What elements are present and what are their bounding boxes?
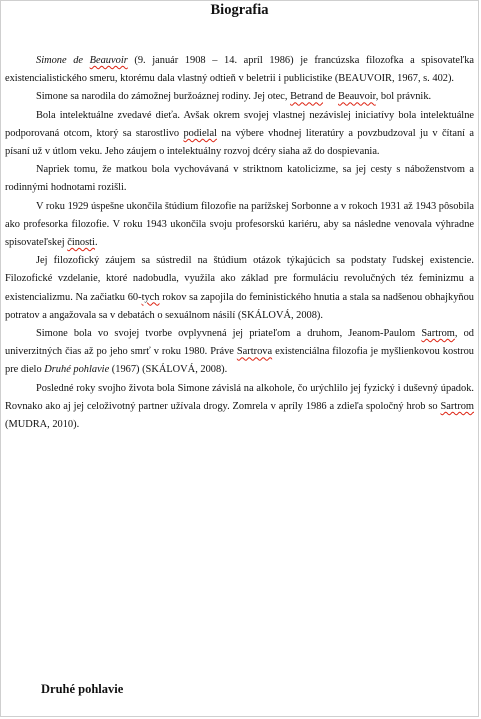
paragraph-4: [5, 161, 474, 197]
paragraph-text: .: [94, 237, 98, 249]
document-body: [5, 52, 474, 434]
paragraph-1: [5, 52, 474, 88]
paragraph-text: na výbere vhodnej literatúry a povzbudzoval ju v čítaní a písaní už v útlom veku. Jeho záujem o intelektuálny rozvoj dcéry siaha až do dospievania.: [5, 127, 474, 158]
paragraph-text: de: [323, 91, 339, 103]
paragraph-text: (9. január 1908 – 14. apríl 1986) je francúzska filozofka a spisovateľka existencialistického smeru, ktorému dala vlastný odtieň v beletrii i publicistike (BEAUVOIR, 1967, s. 402).: [5, 55, 475, 85]
paragraph-text: Bola intelektuálne zvedavé dieťa. Avšak okrem svojej vlastnej nezávislej iniciatívy bola intelektuálne podporovaná otcom, ktorý sa starostlivo: [5, 109, 474, 139]
author-name: [36, 55, 128, 66]
paragraph-text: existenciálna filozofia je myšlienkovou kostrou pre dielo: [5, 346, 474, 376]
spellcheck-word[interactable]: Beauvoir: [89, 55, 128, 66]
paragraph-8: [5, 380, 474, 435]
author-name-first: Simone de: [36, 55, 90, 66]
section-heading: Druhé pohlavie: [41, 682, 124, 696]
paragraph-text: Napriek tomu, že matkou bola vychovávaná v striktnom katolicizme, sa jej cesty s náboženstvom a rodinnými hodnotami rozišli.: [5, 164, 474, 194]
paragraph-text: Simone sa narodila do zámožnej buržoáznej rodiny. Jej otec,: [36, 91, 291, 103]
paragraph-5: [5, 198, 474, 253]
spellcheck-word[interactable]: Sartrova: [236, 346, 273, 358]
paragraph-3: [5, 107, 474, 162]
paragraph-text: Posledné roky svojho života bola Simone závislá na alkohole, čo urýchlilo jej fyzický i duševný úpadok. Rovnako ako aj jej celoživotný partner užívala drogy. Zomrela v apríly 1986 a zdieľa spoločný hrob so: [5, 382, 474, 412]
spellcheck-word[interactable]: Beauvoir: [338, 91, 376, 103]
paragraph-text: Jej filozofický záujem sa sústredil na štúdium otázok týkajúcich sa podstaty ľudskej existencie. Filozofické vzdelanie, ktoré nadobudla, využila ako základ pre formuláciu revolučných téz feminizmu a existencializmu. Na začiatku 60-: [5, 255, 474, 303]
spellcheck-word[interactable]: Sartrom: [421, 328, 455, 340]
paragraph-text: , bol právnik.: [375, 91, 432, 103]
paragraph-7: [5, 325, 474, 380]
spellcheck-word[interactable]: činosti: [67, 237, 95, 249]
paragraph-6: [5, 252, 474, 325]
book-title: Druhé pohlavie: [44, 364, 110, 376]
paragraph-text: rokov sa zapojila do feministického hnutia a stala sa nadšenou obhajkyňou potratov a angažovala sa v debatách o sexuálnom násilí (SKÁLOVÁ, 2008).: [5, 291, 474, 321]
spellcheck-word[interactable]: Betrand: [290, 91, 324, 103]
paragraph-text: (MUDRA, 2010).: [5, 419, 80, 431]
paragraph-text: V roku 1929 úspešne ukončila štúdium filozofie na parížskej Sorbonne a v rokoch 1931 až 1943 pôsobila ako profesorka filozofie. V roku 1943 ukončila svoju profesorskú kariéru, aby sa následne venovala výhradne spisovateľskej: [5, 200, 474, 249]
page-title: Biografia: [210, 2, 269, 18]
spellcheck-word[interactable]: Sartrom: [440, 400, 474, 412]
paragraph-text: , od univerzitných čias až po jeho smrť v roku 1980. Práve: [5, 328, 474, 358]
paragraph-text: Simone bola vo svojej tvorbe ovplyvnená jej priateľom a druhom, Jeanom-Paulom: [36, 328, 422, 340]
spellcheck-word[interactable]: tych: [141, 291, 160, 303]
paragraph-2: [5, 88, 474, 106]
paragraph-text: (1967) (SKÁLOVÁ, 2008).: [109, 364, 228, 376]
spellcheck-word[interactable]: podielal: [183, 127, 217, 139]
